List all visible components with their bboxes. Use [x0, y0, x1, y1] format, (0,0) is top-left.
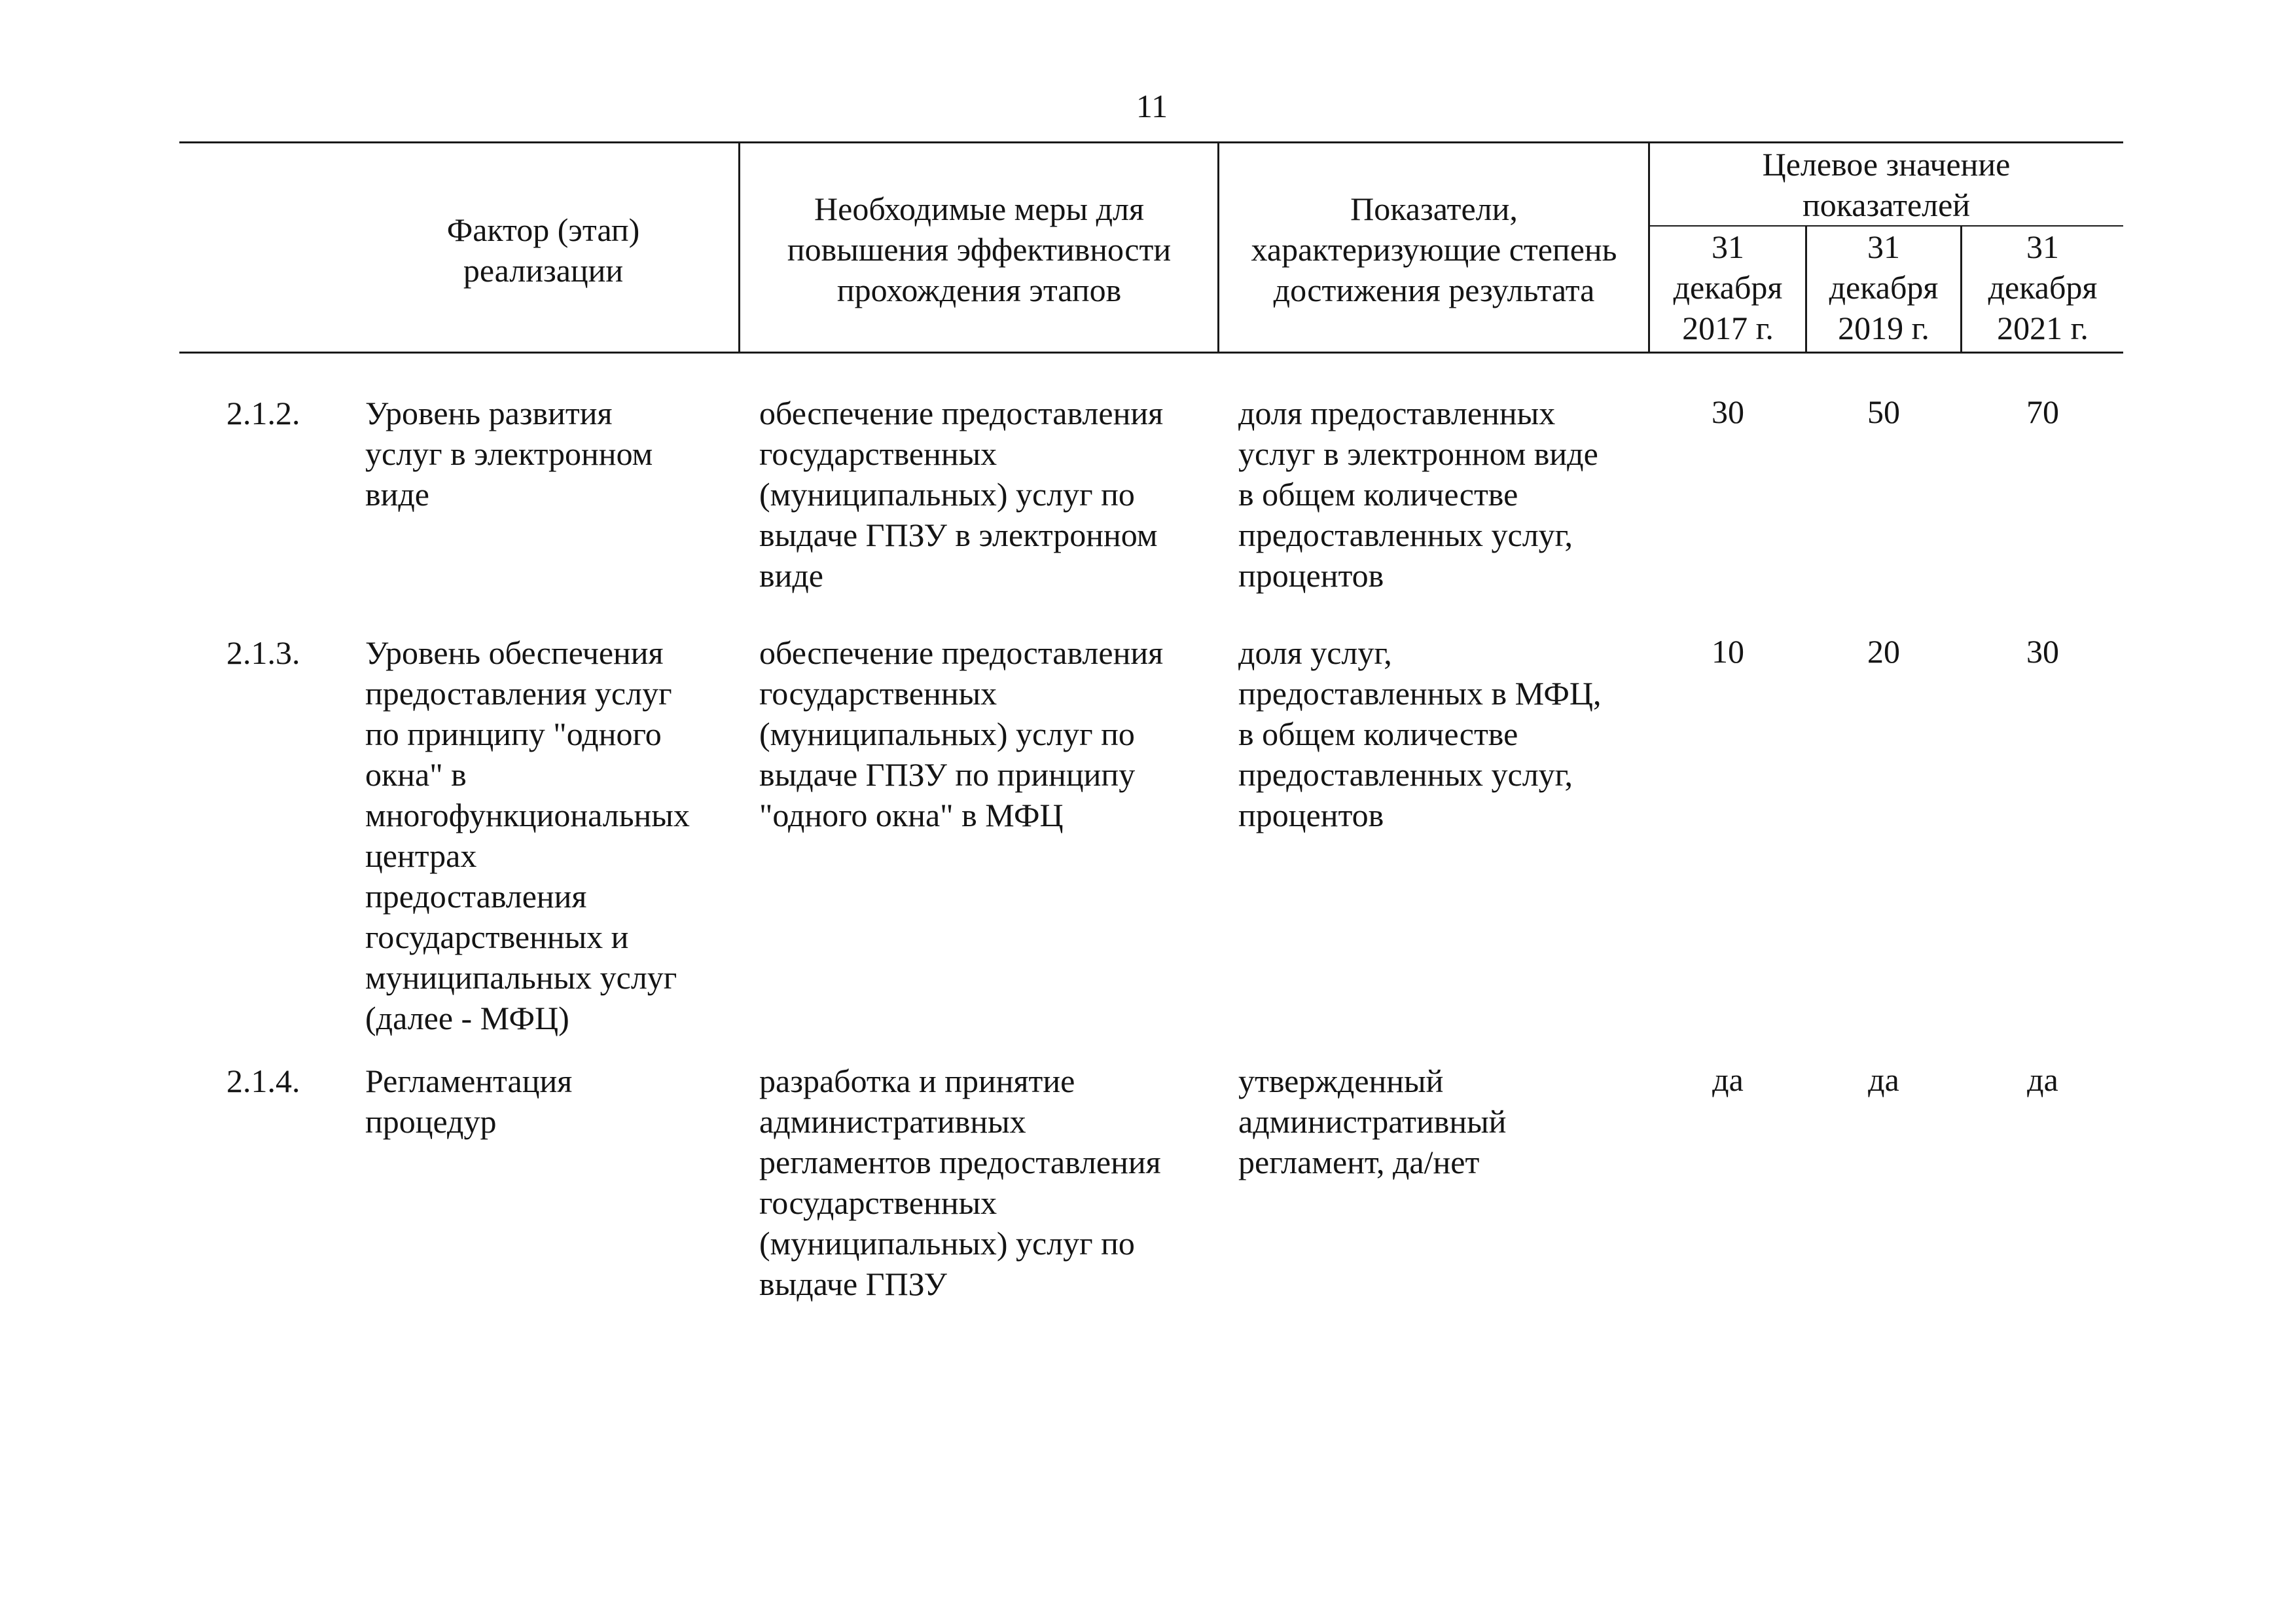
- row-value-2017: да: [1712, 1061, 1744, 1098]
- row-value-2021: 70: [2026, 393, 2059, 430]
- row-indicator: доля услуг, предоставленных в МФЦ, в общем количестве предоставленных услуг, процентов: [1238, 634, 1602, 833]
- table-top-rule: [179, 141, 2123, 143]
- row-number: 2.1.4.: [226, 1063, 300, 1099]
- row-factor: Уровень обеспечения предоставления услуг по принципу "одного окна" в многофункциональных центрах предоставления государственных и муниципальных услуг (далее - МФЦ): [365, 634, 690, 1036]
- row-measures: разработка и принятие административных регламентов предоставления государственных (муниципальных) услуг по выдаче ГПЗУ: [759, 1063, 1161, 1302]
- column-divider-2: [1217, 142, 1219, 353]
- row-measures: обеспечение предоставления государственных (муниципальных) услуг по выдаче ГПЗУ по принципу "одного окна" в МФЦ: [759, 634, 1164, 833]
- row-factor: Уровень развития услуг в электронном виде: [365, 395, 653, 513]
- page-number: 11: [1136, 88, 1168, 124]
- table-header-bottom-rule: [179, 352, 2123, 354]
- column-divider-3: [1648, 142, 1650, 353]
- row-value-2019: да: [1868, 1061, 1899, 1098]
- row-value-2017: 30: [1712, 393, 1744, 430]
- row-value-2019: 50: [1867, 393, 1900, 430]
- row-measures: обеспечение предоставления государственных (муниципальных) услуг по выдаче ГПЗУ в электронном виде: [759, 395, 1164, 594]
- header-factor: Фактор (этап) реализации: [446, 211, 640, 289]
- row-indicator: утвержденный административный регламент, да/нет: [1238, 1063, 1507, 1180]
- header-measures: Необходимые меры для повышения эффективности прохождения этапов: [787, 191, 1172, 308]
- header-target-col-2017: 31 декабря 2017 г.: [1673, 228, 1783, 346]
- row-value-2021: да: [2027, 1061, 2058, 1098]
- row-value-2021: 30: [2026, 633, 2059, 670]
- row-number: 2.1.3.: [226, 634, 300, 671]
- row-value-2017: 10: [1712, 633, 1744, 670]
- row-number: 2.1.2.: [226, 395, 300, 431]
- row-value-2019: 20: [1867, 633, 1900, 670]
- row-factor: Регламентация процедур: [365, 1063, 573, 1140]
- header-target-col-2021: 31 декабря 2021 г.: [1988, 228, 2098, 346]
- header-indicators: Показатели, характеризующие степень достижения результата: [1251, 191, 1617, 308]
- header-target-group: Целевое значение показателей: [1762, 146, 2011, 223]
- row-indicator: доля предоставленных услуг в электронном виде в общем количестве предоставленных услуг, процентов: [1238, 395, 1598, 594]
- column-divider-1: [738, 142, 740, 353]
- header-target-col-2019: 31 декабря 2019 г.: [1829, 228, 1939, 346]
